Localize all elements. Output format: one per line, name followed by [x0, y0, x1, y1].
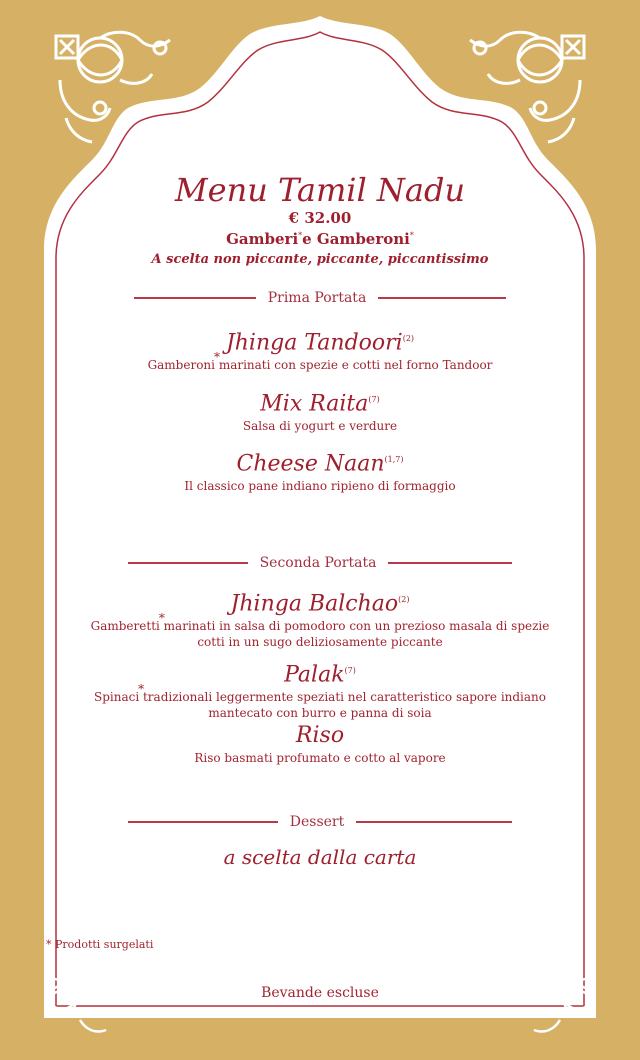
dish-palak	[60, 657, 580, 721]
section-first-course	[60, 290, 580, 306]
dish-description: Salsa di yogurt e verdure	[242, 419, 398, 434]
frozen-products-footnote: * Prodotti surgelati	[46, 938, 154, 951]
menu-subtitle: Gamberi*e Gamberoni*	[226, 230, 414, 248]
section-label: Prima Portata	[267, 290, 367, 306]
section-dessert	[60, 814, 580, 830]
drinks-note: Bevande escluse	[261, 985, 379, 1001]
dish-name: Cheese Naan$^{(1,7)}$	[236, 451, 404, 477]
section-rule	[388, 562, 512, 564]
spice-note: A scelta non piccante, piccante, piccantissimo	[151, 252, 489, 267]
section-rule	[356, 821, 512, 823]
menu-title: Menu Tamil Nadu	[174, 171, 466, 209]
section-second-course	[60, 555, 580, 571]
dish-name: Jhinga Balchao$^{(2)}$	[230, 591, 410, 617]
dish-description: * Gamberetti marinati in salsa di pomodoro con un prezioso masala di spezie	[60, 618, 580, 634]
dessert-text: a scelta dalla carta	[223, 845, 417, 869]
dish-cheese-naan	[60, 446, 580, 494]
section-rule	[134, 297, 256, 299]
section-rule	[128, 821, 278, 823]
dish-name: Riso	[295, 723, 345, 748]
section-rule	[378, 297, 506, 299]
dish-description: * Gamberoni marinati con spezie e cotti nel forno Tandoor	[60, 357, 580, 373]
dish-name: Jhinga Tandoori$^{(2)}$	[225, 330, 415, 356]
dish-jhinga-tandoori	[60, 325, 580, 373]
menu-content	[60, 0, 580, 1060]
dish-description: * Spinaci tradizionali leggermente speziati nel caratteristico sapore indiano	[60, 689, 580, 705]
section-label: Seconda Portata	[259, 555, 377, 571]
section-label: Dessert	[289, 814, 345, 830]
dish-name: Mix Raita$^{(7)}$	[260, 391, 380, 417]
dish-description-line2: mantecato con burro e panna di soia	[208, 706, 432, 721]
dish-description: Il classico pane indiano ripieno di formaggio	[184, 479, 456, 494]
dish-riso	[60, 722, 580, 766]
dish-description-line2: cotti in un sugo deliziosamente piccante	[197, 635, 443, 650]
dish-mix-raita	[60, 386, 580, 434]
dish-jhinga-balchao	[60, 586, 580, 650]
menu-price: € 32.00	[288, 209, 352, 227]
dish-description: Riso basmati profumato e cotto al vapore	[194, 751, 446, 765]
dish-name: Palak$^{(7)}$	[284, 662, 356, 688]
section-rule	[128, 562, 248, 564]
